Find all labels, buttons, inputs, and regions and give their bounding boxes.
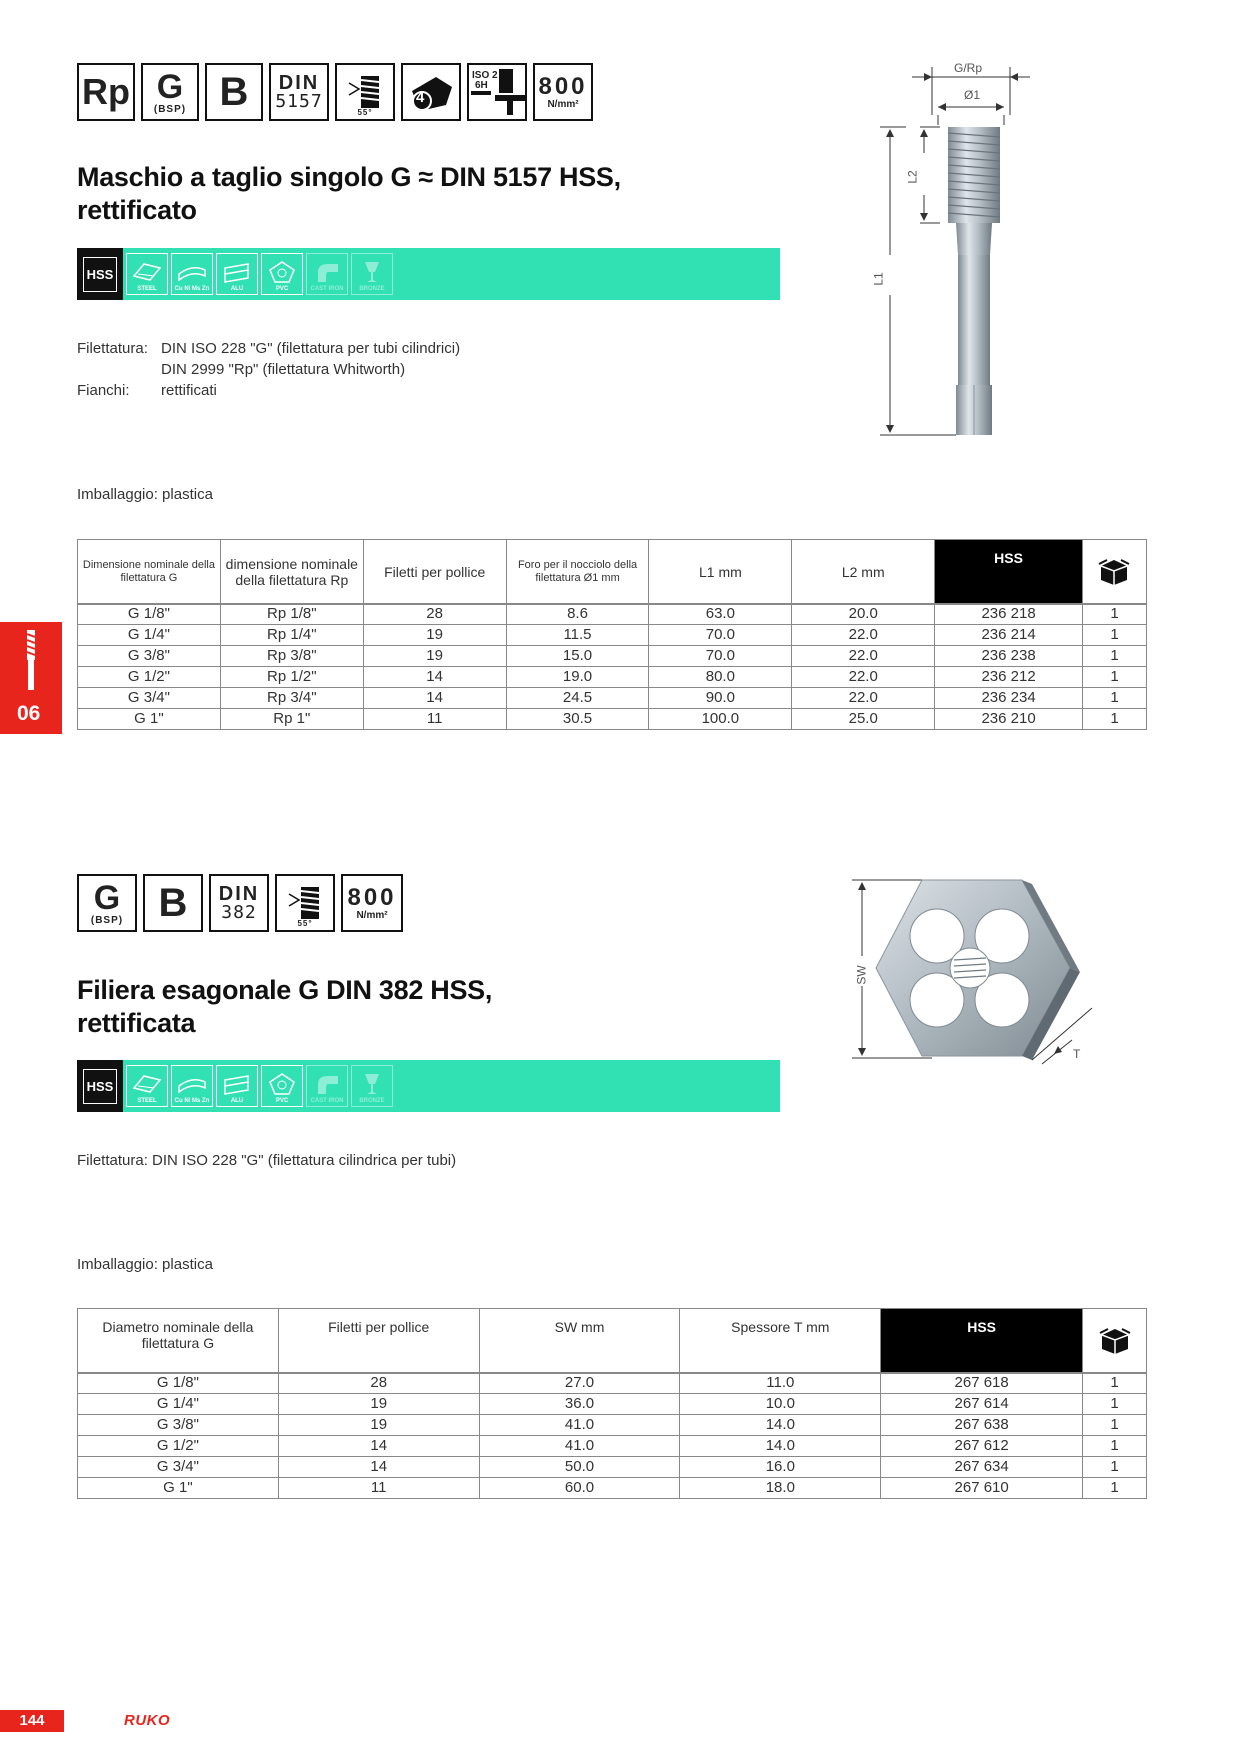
material-cu-ni-ms-zn: Cu Ni Ms Zn bbox=[171, 253, 213, 295]
steel-icon bbox=[132, 1072, 162, 1096]
product-title-2: Filiera esagonale G DIN 382 HSS, rettificata bbox=[77, 975, 493, 1038]
dim-l2: L2 bbox=[905, 170, 920, 184]
iso-tap-icon bbox=[469, 65, 525, 119]
profile-icon bbox=[222, 1072, 252, 1096]
material-bronze: BRONZE bbox=[351, 1065, 393, 1107]
symbol-row bbox=[77, 63, 593, 121]
material-bar-2 bbox=[77, 1060, 780, 1112]
material-cu-ni-ms-zn: Cu Ni Ms Zn bbox=[171, 1065, 213, 1107]
box-icon bbox=[1097, 556, 1131, 586]
b-symbol: B bbox=[205, 63, 263, 121]
col-l1: L1 mm bbox=[649, 540, 792, 605]
g-bsp-symbol: G (BSP) bbox=[141, 63, 199, 121]
col-pack bbox=[1083, 1309, 1147, 1374]
strength-symbol: 800 N/mm² bbox=[341, 874, 403, 932]
table-row: G 1/8" 28 27.0 11.0 267 618 1 bbox=[78, 1373, 1147, 1394]
thread-angle-symbol: 55° bbox=[335, 63, 395, 121]
material-bar-1 bbox=[77, 248, 780, 300]
din-symbol: DIN 5157 bbox=[269, 63, 329, 121]
pipe-bend-icon bbox=[312, 1072, 342, 1096]
packaging-1: Imballaggio: plastica bbox=[77, 486, 213, 503]
specs-1: Filettatura: DIN ISO 228 "G" (filettatura per tubi cilindrici) DIN 2999 "Rp" (filettatura Whitworth) Fianchi: rettificati bbox=[77, 340, 461, 399]
goblet-icon bbox=[357, 1072, 387, 1096]
dim-t: T bbox=[1073, 1047, 1081, 1061]
material-cast-iron: CAST IRON bbox=[306, 1065, 348, 1107]
col-hss: HSS bbox=[881, 1309, 1083, 1374]
pipe-bend-icon bbox=[312, 260, 342, 284]
col-g-size: Dimensione nominale della filettatura G bbox=[78, 540, 221, 605]
table-row: G 3/4" Rp 3/4" 14 24.5 90.0 22.0 236 234 1 bbox=[78, 688, 1147, 709]
dim-d1: Ø1 bbox=[964, 88, 981, 102]
col-g-size: Diametro nominale della filettatura G bbox=[78, 1309, 279, 1374]
col-thickness: Spessore T mm bbox=[680, 1309, 881, 1374]
hss-badge: HSS bbox=[77, 1060, 123, 1112]
symbol-row-2 bbox=[77, 874, 403, 932]
flutes-symbol: 4 bbox=[401, 63, 461, 121]
goblet-icon bbox=[357, 260, 387, 284]
material-alu: ALU bbox=[216, 1065, 258, 1107]
pentagon-icon bbox=[267, 1072, 297, 1096]
material-cast-iron: CAST IRON bbox=[306, 253, 348, 295]
tap-diagram bbox=[870, 55, 1050, 445]
table-row: G 3/4" 14 50.0 16.0 267 634 1 bbox=[78, 1457, 1147, 1478]
profile-icon bbox=[222, 260, 252, 284]
material-pvc: PVC bbox=[261, 253, 303, 295]
page-number: 144 bbox=[0, 1710, 64, 1732]
die-table-header bbox=[77, 1308, 1147, 1374]
dim-g-rp: G/Rp bbox=[954, 61, 983, 75]
packaging-2: Imballaggio: plastica bbox=[77, 1256, 213, 1273]
g-bsp-symbol: G (BSP) bbox=[77, 874, 137, 932]
table-row: G 1/2" 14 41.0 14.0 267 612 1 bbox=[78, 1436, 1147, 1457]
thread-angle-icon bbox=[285, 884, 325, 922]
dim-l1: L1 bbox=[871, 272, 886, 286]
material-steel: STEEL bbox=[126, 253, 168, 295]
box-icon bbox=[1098, 1325, 1132, 1355]
din-symbol: DIN 382 bbox=[209, 874, 269, 932]
table-row: G 1" Rp 1" 11 30.5 100.0 25.0 236 210 1 bbox=[78, 709, 1147, 730]
table-row: G 3/8" Rp 3/8" 19 15.0 70.0 22.0 236 238 1 bbox=[78, 646, 1147, 667]
col-tpi: Filetti per pollice bbox=[363, 540, 506, 605]
brand-logo: RUKO bbox=[124, 1712, 171, 1729]
material-steel: STEEL bbox=[126, 1065, 168, 1107]
table-row: G 3/8" 19 41.0 14.0 267 638 1 bbox=[78, 1415, 1147, 1436]
hex-die-diagram bbox=[842, 868, 1102, 1068]
tap-tool-icon bbox=[0, 622, 62, 698]
spec-2: Filettatura: DIN ISO 228 "G" (filettatura cilindrica per tubi) bbox=[77, 1152, 457, 1169]
tap-table bbox=[77, 603, 1147, 730]
col-tpi: Filetti per pollice bbox=[278, 1309, 479, 1374]
table-row: G 1/2" Rp 1/2" 14 19.0 80.0 22.0 236 212 1 bbox=[78, 667, 1147, 688]
pentagon-icon bbox=[267, 260, 297, 284]
col-rp-size: dimensione nominale della filettatura Rp bbox=[220, 540, 363, 605]
col-sw: SW mm bbox=[479, 1309, 680, 1374]
table-row: G 1/4" Rp 1/4" 19 11.5 70.0 22.0 236 214 1 bbox=[78, 625, 1147, 646]
col-hss: HSS bbox=[935, 540, 1083, 605]
table-row: G 1/4" 19 36.0 10.0 267 614 1 bbox=[78, 1394, 1147, 1415]
col-pack bbox=[1082, 540, 1146, 605]
tap-table-header bbox=[77, 539, 1147, 605]
table-row: G 1/8" Rp 1/8" 28 8.6 63.0 20.0 236 218 1 bbox=[78, 604, 1147, 625]
iso-tolerance-symbol: ISO 2 6H bbox=[467, 63, 527, 121]
col-l2: L2 mm bbox=[792, 540, 935, 605]
tube-icon bbox=[177, 1072, 207, 1096]
product-title-1: Maschio a taglio singolo G ≈ DIN 5157 HSS, rettificato bbox=[77, 162, 621, 225]
steel-icon bbox=[132, 260, 162, 284]
flutes-icon bbox=[406, 69, 456, 115]
strength-symbol: 800 N/mm² bbox=[533, 63, 593, 121]
b-symbol: B bbox=[143, 874, 203, 932]
thread-angle-symbol: 55° bbox=[275, 874, 335, 932]
rp-symbol: Rp bbox=[77, 63, 135, 121]
dim-sw: SW bbox=[854, 965, 869, 985]
material-bronze: BRONZE bbox=[351, 253, 393, 295]
material-alu: ALU bbox=[216, 253, 258, 295]
hss-badge: HSS bbox=[77, 248, 123, 300]
col-core-hole: Foro per il nocciolo della filettatura Ø1 mm bbox=[506, 540, 649, 605]
tube-icon bbox=[177, 260, 207, 284]
chapter-tab: 06 bbox=[0, 622, 62, 734]
thread-angle-icon bbox=[345, 73, 385, 111]
material-pvc: PVC bbox=[261, 1065, 303, 1107]
table-row: G 1" 11 60.0 18.0 267 610 1 bbox=[78, 1478, 1147, 1499]
die-table bbox=[77, 1372, 1147, 1499]
